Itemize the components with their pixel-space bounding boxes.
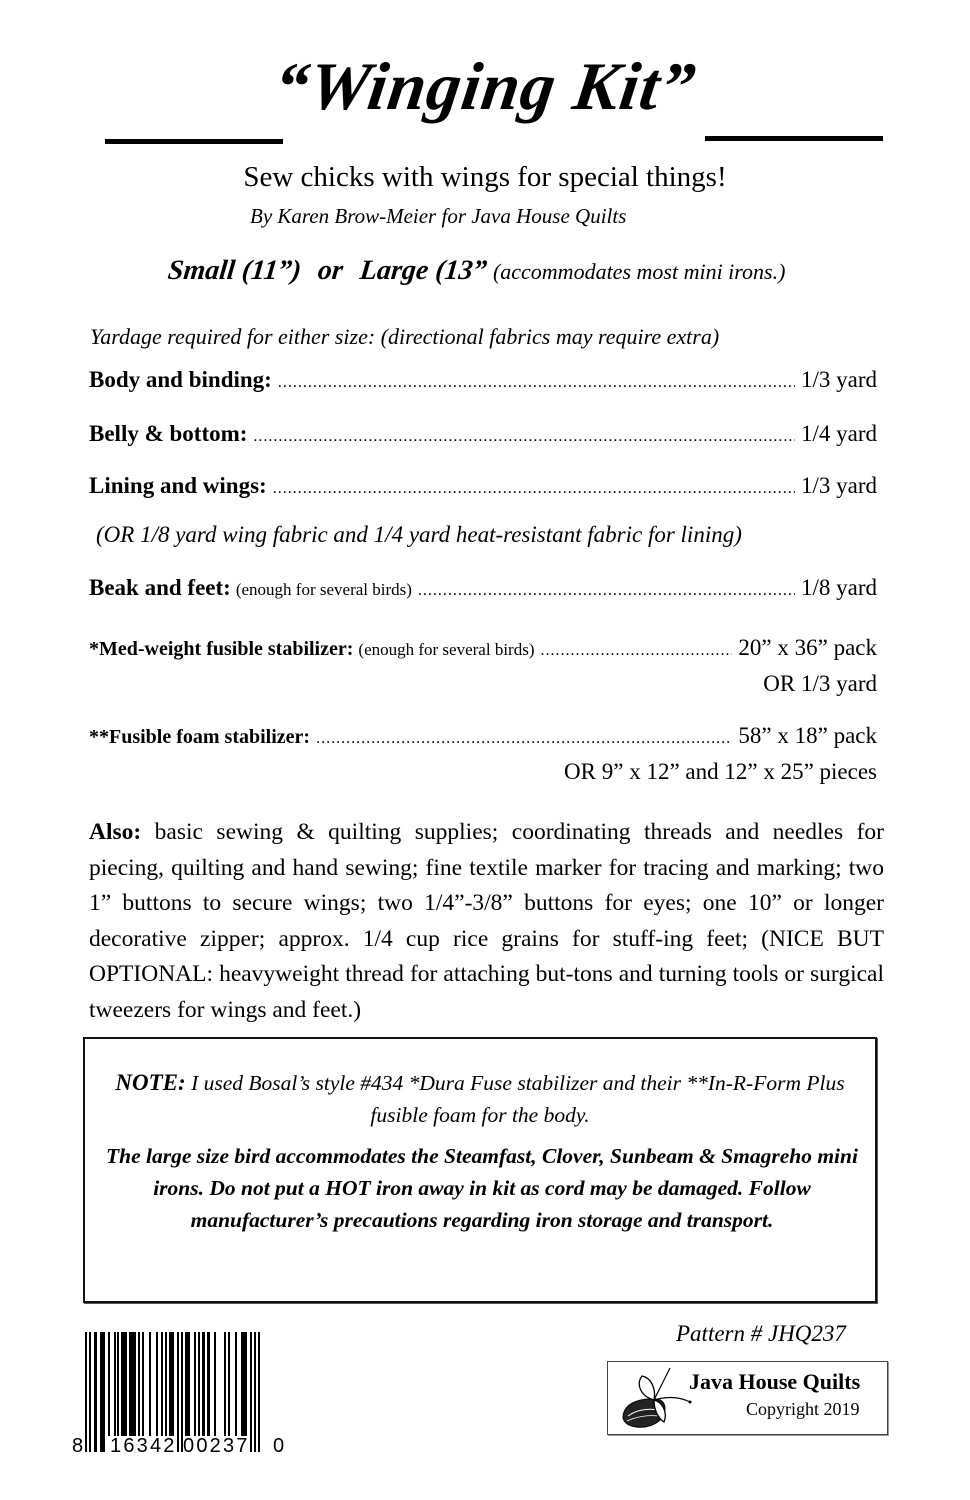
note-paragraph (85, 1067, 875, 1131)
yardage-row-belly (89, 422, 877, 445)
yardage-amount: 1/3 yard (800, 473, 877, 498)
title-rule-right (705, 136, 883, 141)
note-text: I used Bosal’s style #434 *Dura Fuse stabilizer and their **In-R-Form Plus fusible foam for the body. (185, 1071, 845, 1127)
yardage-note: (enough for several birds) (235, 580, 412, 599)
yardage-row-lining (89, 474, 877, 497)
yardage-amount: 1/8 yard (800, 575, 877, 600)
dot-leader (278, 375, 795, 391)
yardage-label: **Fusible foam stabilizer: (89, 726, 311, 748)
iron-warning: The large size bird accommodates the Steamfast, Clover, Sunbeam & Smagreho mini irons. Do not put a HOT iron away in kit as cord may be damaged. Follow manufacturer’s precautions regarding iron storage and transport. (106, 1144, 858, 1232)
yardage-row-beak (89, 576, 877, 599)
subtitle: Sew chicks with wings for special things! (243, 161, 727, 193)
yardage-row-med-stabilizer (89, 636, 877, 659)
barcode-icon (85, 1332, 275, 1452)
dot-leader (418, 583, 795, 599)
size-small: Small (11”) (166, 255, 303, 286)
supplies-lead: Also: (89, 819, 142, 845)
yardage-intro: Yardage required for either size: (directional fabrics may require extra) (90, 324, 720, 349)
yardage-row-foam-stabilizer (89, 724, 877, 747)
barcode-digits-left: 16342 (110, 1435, 177, 1457)
yardage-label: *Med-weight fusible stabilizer: (89, 638, 354, 660)
dot-leader (316, 731, 732, 747)
yardage-amount: 1/3 yard (800, 367, 877, 392)
coffee-bean-flower-icon (618, 1366, 698, 1436)
note-label: NOTE: (115, 1070, 186, 1095)
yardage-row-body (89, 368, 877, 391)
size-note: (accommodates most mini irons.) (492, 259, 786, 284)
yardage-alt-med-stabilizer: OR 1/3 yard (763, 671, 877, 696)
yardage-alt-foam-stabilizer: OR 9” x 12” and 12” x 25” pieces (564, 759, 877, 784)
yardage-note: (enough for several birds) (358, 640, 535, 659)
yardage-label: Body and binding: (89, 367, 272, 392)
dot-leader (273, 481, 795, 497)
lining-alternative: (OR 1/8 yard wing fabric and 1/4 yard heat-resistant fabric for lining) (96, 522, 742, 547)
yardage-label: Lining and wings: (89, 473, 267, 498)
barcode-digit-first: 8 (72, 1435, 86, 1457)
yardage-amount: 20” x 36” pack (738, 635, 877, 660)
size-large: Large (13” (358, 255, 489, 286)
dot-leader (540, 643, 732, 659)
brand-name: Java House Quilts (689, 1369, 861, 1394)
page-title: “Winging Kit” (269, 48, 701, 124)
supplies-paragraph (89, 815, 884, 1028)
title-rule-left (105, 139, 283, 144)
barcode-digit-check: 0 (273, 1435, 287, 1457)
yardage-label: Belly & bottom: (89, 421, 248, 446)
copyright: Copyright 2019 (746, 1399, 860, 1419)
byline: By Karen Brow-Meier for Java House Quilts (250, 204, 627, 228)
size-options (168, 257, 785, 285)
barcode-digits-right: 00237 (183, 1435, 250, 1457)
publisher-logo (607, 1361, 888, 1435)
yardage-amount: 1/4 yard (800, 421, 877, 446)
size-or: or (316, 255, 345, 286)
yardage-label: Beak and feet: (89, 575, 231, 600)
dot-leader (253, 429, 795, 445)
supplies-text: basic sewing & quilting supplies; coordinating threads and needles for piecing, quilting and hand sewing; fine textile marker for tracing and marking; two 1” buttons to secure wings; two 1/4”-3/8” buttons for eyes; one 10” or longer decorative zipper; approx. 1/4 cup rice grains for stuff-ing feet; (NICE BUT OPTIONAL: heavyweight thread for attaching but-tons and turning tools or surgical tweezers for wings and feet.) (89, 819, 884, 1023)
yardage-amount: 58” x 18” pack (738, 723, 877, 748)
note-box (83, 1037, 877, 1303)
pattern-number: Pattern # JHQ237 (676, 1321, 846, 1346)
